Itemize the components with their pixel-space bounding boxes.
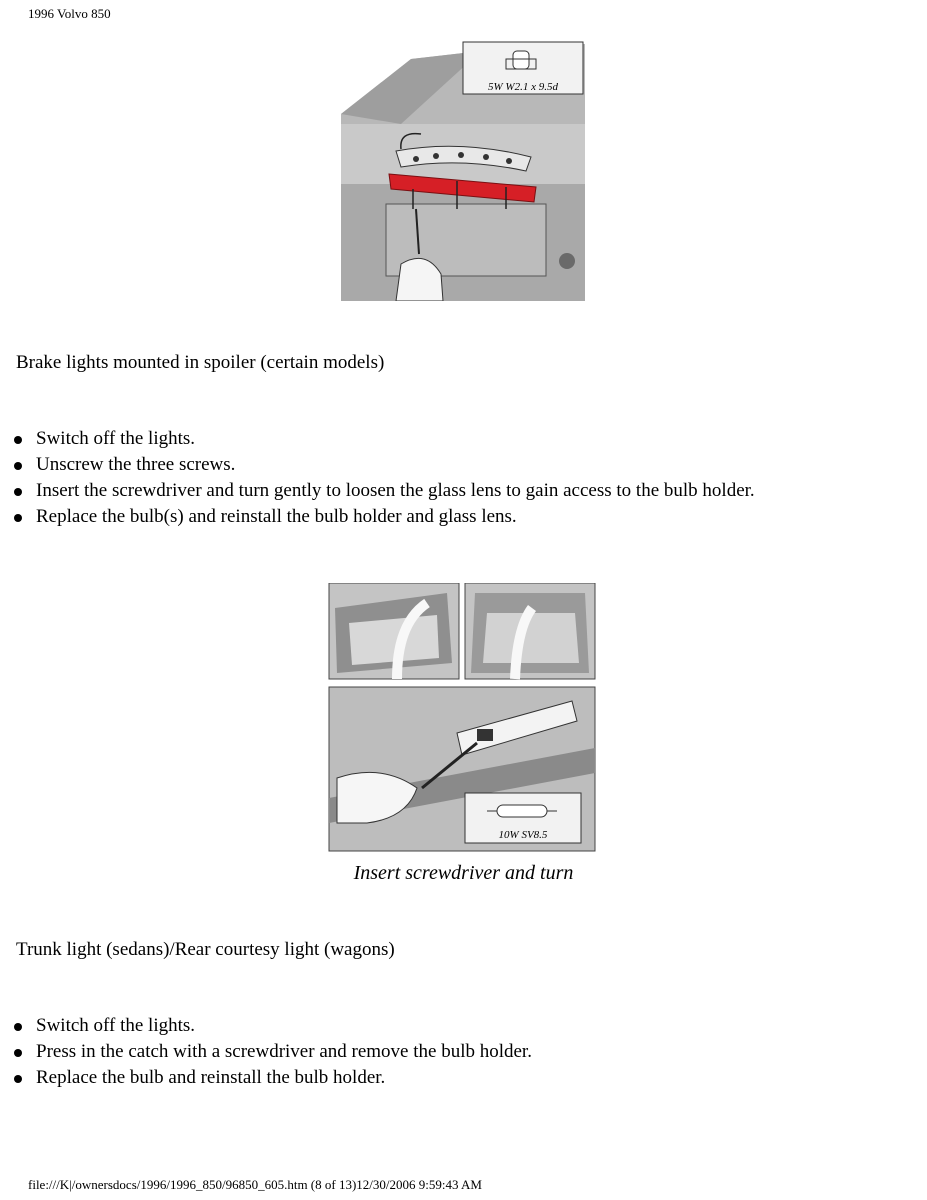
bullet-icon — [14, 1075, 22, 1083]
brake-light-steps — [14, 426, 755, 530]
list-item: Insert the screwdriver and turn gently to loosen the glass lens to gain access to the bulb holder. — [14, 478, 755, 504]
page-footer: file:///K|/ownersdocs/1996/1996_850/96850_605.htm (8 of 13)12/30/2006 9:59:43 AM — [28, 1177, 482, 1192]
trunk-light-illustration — [327, 583, 597, 853]
brake-light-illustration — [341, 39, 585, 301]
list-item: Switch off the lights. — [14, 1013, 532, 1039]
bulb-spec-label: 5W W2.1 x 9.5d — [488, 81, 558, 93]
list-item: Switch off the lights. — [14, 426, 755, 452]
bullet-icon — [14, 514, 22, 522]
document-header: 1996 Volvo 850 — [28, 6, 111, 21]
bullet-icon — [14, 488, 22, 496]
bulb-spec-label: 10W SV8.5 — [498, 829, 548, 841]
list-item: Press in the catch with a screwdriver and remove the bulb holder. — [14, 1039, 532, 1065]
trunk-light-steps — [14, 1013, 532, 1091]
list-item: Unscrew the three screws. — [14, 452, 755, 478]
section-heading-trunk-light: Trunk light (sedans)/Rear courtesy light (wagons) — [16, 939, 395, 960]
bullet-icon — [14, 462, 22, 470]
figure-caption: Insert screwdriver and turn — [353, 862, 574, 884]
list-item: Replace the bulb(s) and reinstall the bulb holder and glass lens. — [14, 504, 755, 530]
section-heading-brake-lights: Brake lights mounted in spoiler (certain models) — [16, 352, 385, 373]
list-item: Replace the bulb and reinstall the bulb holder. — [14, 1065, 532, 1091]
bullet-icon — [14, 1049, 22, 1057]
bullet-icon — [14, 1023, 22, 1031]
bullet-icon — [14, 436, 22, 444]
